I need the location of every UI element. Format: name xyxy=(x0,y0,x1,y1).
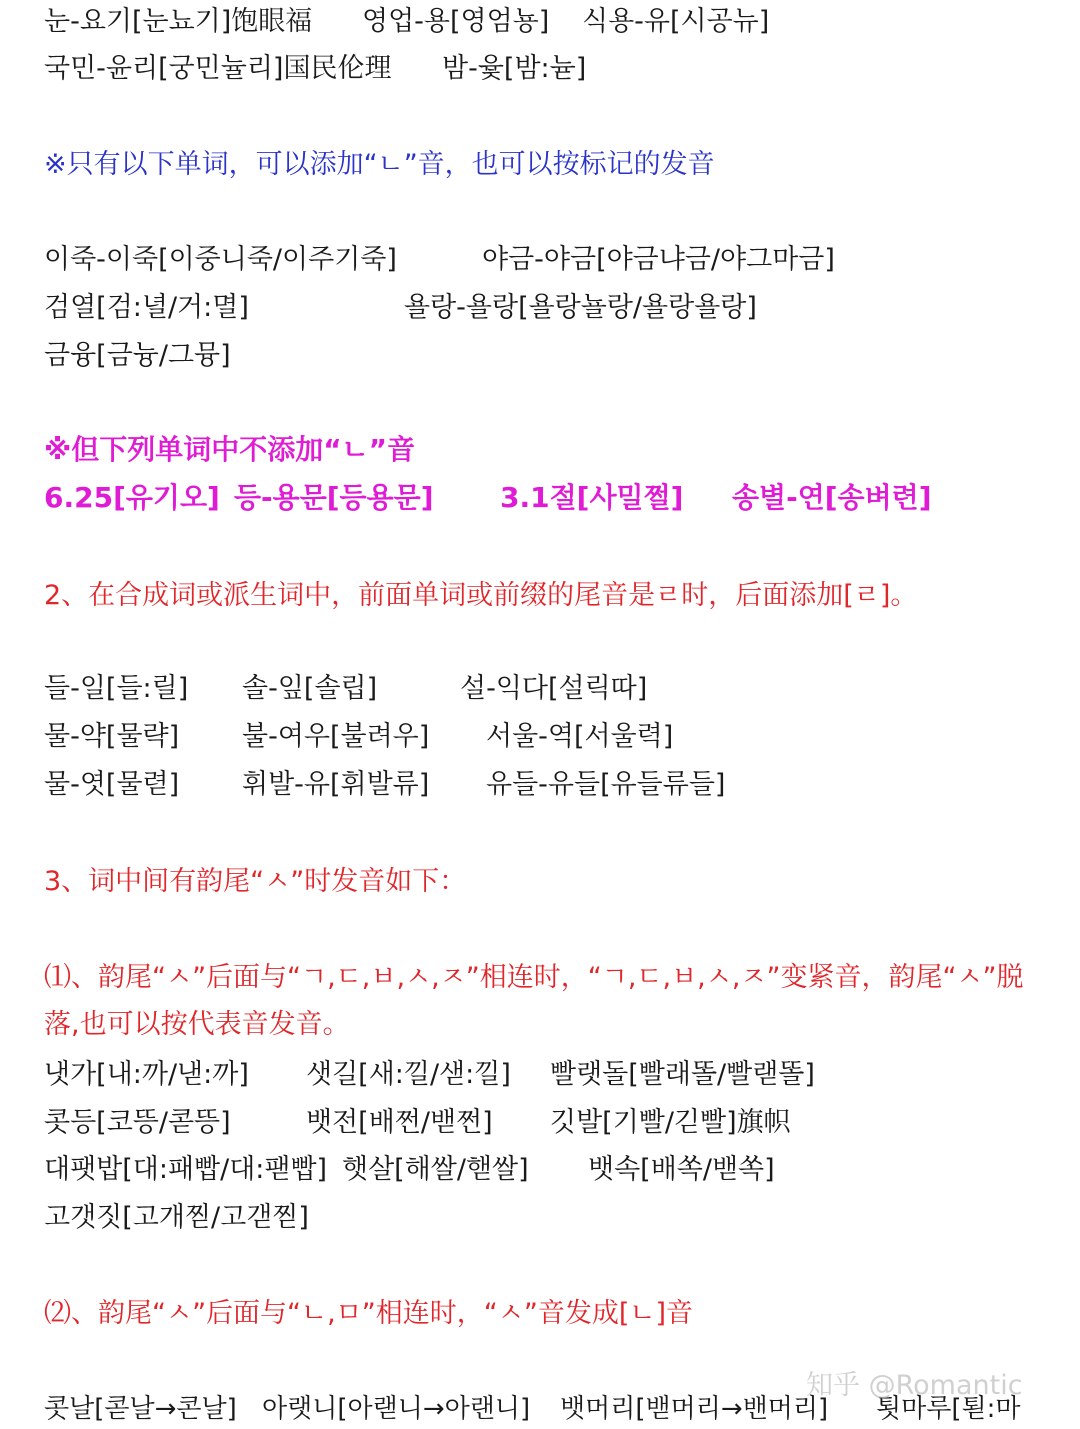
watermark: 知乎 @Romantic xyxy=(806,1370,1023,1401)
rule-3-1-heading: ⑴、韵尾“ㅅ”后面与“ㄱ,ㄷ,ㅂ,ㅅ,ㅈ”相连时，“ㄱ,ㄷ,ㅂ,ㅅ,ㅈ”变紧音，韵尾“ㅅ”脱 xyxy=(44,962,1024,993)
example-word: 눈-요기[눈뇨기]饱眼福 xyxy=(44,6,313,37)
example-word: 콧날[콛날→콘날] xyxy=(44,1394,237,1424)
example-word: 뱃속[배쏙/밷쏙] xyxy=(588,1154,775,1185)
example-line xyxy=(44,669,1080,709)
example-line xyxy=(44,336,1080,376)
note-optional-nieun: ※只有以下单词，可以添加“ㄴ”音，也可以按标记的发音 xyxy=(44,149,715,180)
example-word: 뱃전[배쩐/밷쩐] xyxy=(306,1107,493,1138)
example-word: 솔-잎[솔립] xyxy=(242,673,378,704)
example-line xyxy=(44,717,1080,757)
example-line xyxy=(44,765,1080,805)
example-word: 검열[검:녈/거:멸] xyxy=(44,292,249,323)
example-line xyxy=(44,1103,1080,1143)
example-word: 국민-윤리[궁민뉼리]国民伦理 xyxy=(44,53,392,84)
example-word: 등-용문[등용문] xyxy=(234,481,434,514)
example-line xyxy=(44,49,1080,89)
example-word: 송별-연[송벼련] xyxy=(732,481,932,514)
example-word: 이죽-이죽[이중니죽/이주기죽] xyxy=(44,244,397,275)
example-word: 서울-역[서울력] xyxy=(486,721,674,752)
example-word: 툇마루[퇻:마 xyxy=(876,1394,1021,1424)
example-word: 물-엿[물렫] xyxy=(44,769,180,800)
example-word: 콧등[코뜽/콛뜽] xyxy=(44,1107,231,1138)
example-word: 햇살[해쌀/핻쌀] xyxy=(342,1154,529,1185)
example-word: 3.1절[사밀쩔] xyxy=(500,481,684,514)
example-word: 식용-유[시공뉴] xyxy=(582,6,770,37)
rule-3-1-heading-continued: 落,也可以按代表音发音。 xyxy=(44,1009,350,1040)
example-word: 아랫니[아랟니→아랜니] xyxy=(262,1394,531,1424)
example-line xyxy=(44,1055,1080,1095)
example-word: 설-익다[설릭따] xyxy=(460,673,648,704)
rule-2-heading: 2、在合成词或派生词中，前面单词或前缀的尾音是ㄹ时，后面添加[ㄹ]。 xyxy=(44,580,918,611)
example-word: 물-약[물략] xyxy=(44,721,180,752)
example-word: 샛길[새:낄/샏:낄] xyxy=(306,1059,511,1090)
example-word: 금융[금늉/그뮹] xyxy=(44,340,231,371)
example-line xyxy=(44,2,1080,42)
rule-3-2-heading: ⑵、韵尾“ㅅ”后面与“ㄴ,ㅁ”相连时，“ㅅ”音发成[ㄴ]音 xyxy=(44,1298,693,1329)
example-word: 유들-유들[유들류들] xyxy=(486,769,726,800)
example-word: 야금-야금[야금냐금/야그마금] xyxy=(482,244,835,275)
rule-3-heading: 3、词中间有韵尾“ㅅ”时发音如下： xyxy=(44,866,467,897)
example-word: 냇가[내:까/낻:까] xyxy=(44,1059,249,1090)
example-word: 영업-용[영엄뇽] xyxy=(362,6,550,37)
example-line xyxy=(44,1198,1080,1238)
example-word: 밤-윷[밤:뉻] xyxy=(442,53,587,84)
example-line xyxy=(44,1150,1080,1190)
example-word: 뱃머리[밷머리→밴머리] xyxy=(560,1394,829,1424)
note-no-nieun: ※但下列单词中不添加“ㄴ”音 xyxy=(44,433,416,466)
example-word: 들-일[들:릴] xyxy=(44,673,189,704)
example-word: 욜랑-욜랑[욜랑뇰랑/욜랑욜랑] xyxy=(404,292,757,323)
example-word: 깃발[기빨/긷빨]旗帜 xyxy=(550,1107,791,1138)
example-line xyxy=(44,240,1080,280)
example-word: 휘발-유[휘발류] xyxy=(242,769,430,800)
example-word: 6.25[유기오] xyxy=(44,481,220,514)
example-word: 고갯짓[고개찓/고갣찓] xyxy=(44,1202,309,1233)
exception-examples xyxy=(44,478,1080,518)
example-word: 불-여우[불려우] xyxy=(242,721,430,752)
example-line xyxy=(44,288,1080,328)
example-word: 대팻밥[대:패빱/대:팯빱] xyxy=(44,1154,328,1185)
example-word: 빨랫돌[빨래똘/빨랟똘] xyxy=(550,1059,815,1090)
